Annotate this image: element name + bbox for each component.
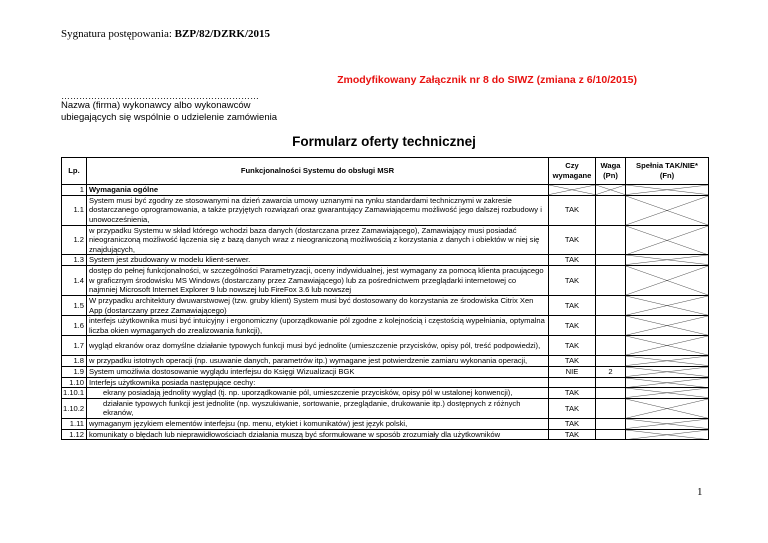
row-description: w przypadku Systemu w skład którego wchodzi baza danych (dostarczana przez Zamawiającego), Zamawiający musi posiadać nieograniczoną możliwość łączenia się z bazą danych wraz z nieograniczoną możliwością z korzystania z danych i obiektów w niej się znajdujących, (87, 225, 549, 255)
table-row (62, 225, 709, 255)
table-row (62, 418, 709, 429)
row-required: TAK (549, 356, 596, 367)
cross-mark (596, 185, 625, 195)
row-description: ekrany posiadają jednolity wygląd (tj. np. uporządkowanie pól, umieszczenie przycisków, opisy pól w ustalonej konwencji), (87, 388, 549, 399)
table-row (62, 429, 709, 440)
row-description: interfejs użytkownika musi być intuicyjny i ergonomiczny (uporządkowanie pól zgodne z kolejnością i częstością wypełniania, optymalna liczba okien wymaganych do zrealizowania funkcji), (87, 316, 549, 336)
row-number: 1.8 (62, 356, 87, 367)
row-description: w przypadku istotnych operacji (np. usuwanie danych, parametrów itp.) wymagane jest potwierdzenie zamiaru wykonania operacji, (87, 356, 549, 367)
row-weight (596, 195, 626, 225)
cross-mark (626, 430, 708, 440)
row-description: dostęp do pełnej funkcjonalności, w szczególności Parametryzacji, oceny indywidualnej, jest wymagany za pomocą klienta pracującego w graficznym środowisku MS Windows (dostarczany przez Zamawiającego) lub za pośrednictwem przeglądarki internetowej co najmniej Microsoft Internet Explorer 9 lub nowszej lub FireFox 3.6 lub nowszej (87, 265, 549, 295)
row-number: 1.10.2 (62, 398, 87, 418)
cross-mark (626, 185, 708, 195)
row-weight (596, 377, 626, 388)
section-title: Wymagania ogólne (87, 185, 549, 196)
row-required: TAK (549, 195, 596, 225)
header-weight-line1: Waga (600, 161, 621, 171)
row-weight (596, 388, 626, 399)
row-meets-cell (626, 418, 709, 429)
cross-mark (626, 388, 708, 398)
row-number: 1.11 (62, 418, 87, 429)
row-required: TAK (549, 265, 596, 295)
row-weight (596, 356, 626, 367)
header-lp: Lp. (62, 158, 87, 185)
row-meets-cell (626, 377, 709, 388)
table-row (62, 336, 709, 356)
row-required: NIE (549, 366, 596, 377)
table-header-row (62, 158, 709, 185)
header-weight-line2: (Pn) (603, 171, 618, 180)
row-description: wymaganym językiem elementów interfejsu (np. menu, etykiet i komunikatów) jest język polski, (87, 418, 549, 429)
row-description: Interfejs użytkownika posiada następujące cechy: (87, 377, 549, 388)
amendment-note: Zmodyfikowany Załącznik nr 8 do SIWZ (zmiana z 6/10/2015) (337, 74, 637, 86)
row-weight (596, 316, 626, 336)
cross-mark (626, 419, 708, 429)
row-meets-cell (626, 388, 709, 399)
cross-mark (626, 255, 708, 265)
header-functionality: Funkcjonalności Systemu do obsługi MSR (87, 158, 549, 185)
contractor-label-line2: ubiegających się wspólnie o udzielenie zamówienia (61, 112, 277, 123)
header-meets (626, 158, 709, 185)
row-meets-cell (626, 316, 709, 336)
contractor-label-line1: Nazwa (firma) wykonawcy albo wykonawców (61, 100, 251, 111)
table-row (62, 195, 709, 225)
cross-mark (626, 399, 708, 418)
requirements-table (61, 157, 709, 440)
row-number: 1.10.1 (62, 388, 87, 399)
row-meets-cell (626, 366, 709, 377)
row-required: TAK (549, 398, 596, 418)
row-required: TAK (549, 316, 596, 336)
row-required (549, 377, 596, 388)
row-meets-cell (626, 356, 709, 367)
signature-label: Sygnatura postępowania: (61, 28, 172, 40)
row-description: System umożliwia dostosowanie wyglądu interfejsu do Księgi Wizualizacji BGK (87, 366, 549, 377)
form-title: Formularz oferty technicznej (292, 134, 476, 149)
row-number: 1.9 (62, 366, 87, 377)
row-required: TAK (549, 336, 596, 356)
header-meets-line1: Spełnia TAK/NIE* (636, 161, 698, 171)
table-row (62, 265, 709, 295)
page-number: 1 (697, 486, 703, 498)
row-meets-cell (626, 295, 709, 315)
row-weight (596, 336, 626, 356)
procedure-signature (61, 28, 270, 40)
header-required-line2: wymagane (552, 171, 592, 180)
crossed-cell (549, 185, 596, 196)
header-meets-line2: (Fn) (659, 171, 675, 180)
crossed-cell (626, 185, 709, 196)
table-row (62, 388, 709, 399)
row-required: TAK (549, 255, 596, 266)
row-number: 1.6 (62, 316, 87, 336)
cross-mark (626, 378, 708, 388)
row-meets-cell (626, 398, 709, 418)
row-weight (596, 265, 626, 295)
row-number: 1.12 (62, 429, 87, 440)
contractor-dots: ………………………………………………………… (61, 91, 259, 101)
cross-mark (626, 296, 708, 315)
table-row (62, 255, 709, 266)
crossed-cell (596, 185, 626, 196)
table-row (62, 316, 709, 336)
row-weight (596, 429, 626, 440)
row-required: TAK (549, 295, 596, 315)
row-meets-cell (626, 195, 709, 225)
row-number: 1.4 (62, 265, 87, 295)
cross-mark (626, 226, 708, 255)
row-number: 1.2 (62, 225, 87, 255)
cross-mark (626, 316, 708, 335)
row-meets-cell (626, 429, 709, 440)
row-required: TAK (549, 388, 596, 399)
row-number: 1.7 (62, 336, 87, 356)
row-weight (596, 418, 626, 429)
section-row (62, 185, 709, 196)
table-row (62, 398, 709, 418)
cross-mark (626, 196, 708, 225)
row-required: TAK (549, 418, 596, 429)
row-description: System jest zbudowany w modelu klient-serwer. (87, 255, 549, 266)
row-description: W przypadku architektury dwuwarstwowej (tzw. gruby klient) System musi być dostosowany do korzystania ze środowiska Citrix Xen App (dostarczany przez Zamawiającego) (87, 295, 549, 315)
row-required: TAK (549, 429, 596, 440)
row-number: 1.1 (62, 195, 87, 225)
header-weight (596, 158, 626, 185)
row-meets-cell (626, 265, 709, 295)
header-required (549, 158, 596, 185)
row-required: TAK (549, 225, 596, 255)
row-description: System musi być zgodny ze stosowanymi na dzień zawarcia umowy uznanymi na rynku standardami technicznymi w zakresie dostarczanego oprogramowania, a także przyjętych rozwiązań oraz gwarantujący Zamawiającemu możliwość jego dalszej rozbudowy i unowocześnienia, (87, 195, 549, 225)
cross-mark (626, 266, 708, 295)
row-description: wygląd ekranów oraz domyślne działanie typowych funkcji musi być jednolite (umieszczenie przycisków, opisy pól, treść podpowiedzi), (87, 336, 549, 356)
table-row (62, 356, 709, 367)
table-row (62, 366, 709, 377)
row-weight (596, 255, 626, 266)
row-weight (596, 295, 626, 315)
header-required-line1: Czy (565, 161, 579, 171)
contractor-label (61, 100, 281, 124)
signature-value: BZP/82/DZRK/2015 (174, 28, 270, 40)
cross-mark (549, 185, 595, 195)
row-description: komunikaty o błędach lub nieprawidłowościach działania muszą być sformułowane w sposób zrozumiały dla użytkowników (87, 429, 549, 440)
cross-mark (626, 367, 708, 377)
row-meets-cell (626, 336, 709, 356)
row-meets-cell (626, 255, 709, 266)
table-row (62, 377, 709, 388)
row-number: 1.3 (62, 255, 87, 266)
row-meets-cell (626, 225, 709, 255)
row-weight (596, 225, 626, 255)
cross-mark (626, 356, 708, 366)
row-number: 1.5 (62, 295, 87, 315)
table-row (62, 295, 709, 315)
section-number: 1 (62, 185, 87, 196)
cross-mark (626, 336, 708, 355)
row-weight: 2 (596, 366, 626, 377)
row-description: działanie typowych funkcji jest jednolite (np. wyszukiwanie, sortowanie, przeglądanie, drukowanie itp.) dostępnych z różnych ekranów, (87, 398, 549, 418)
row-weight (596, 398, 626, 418)
row-number: 1.10 (62, 377, 87, 388)
